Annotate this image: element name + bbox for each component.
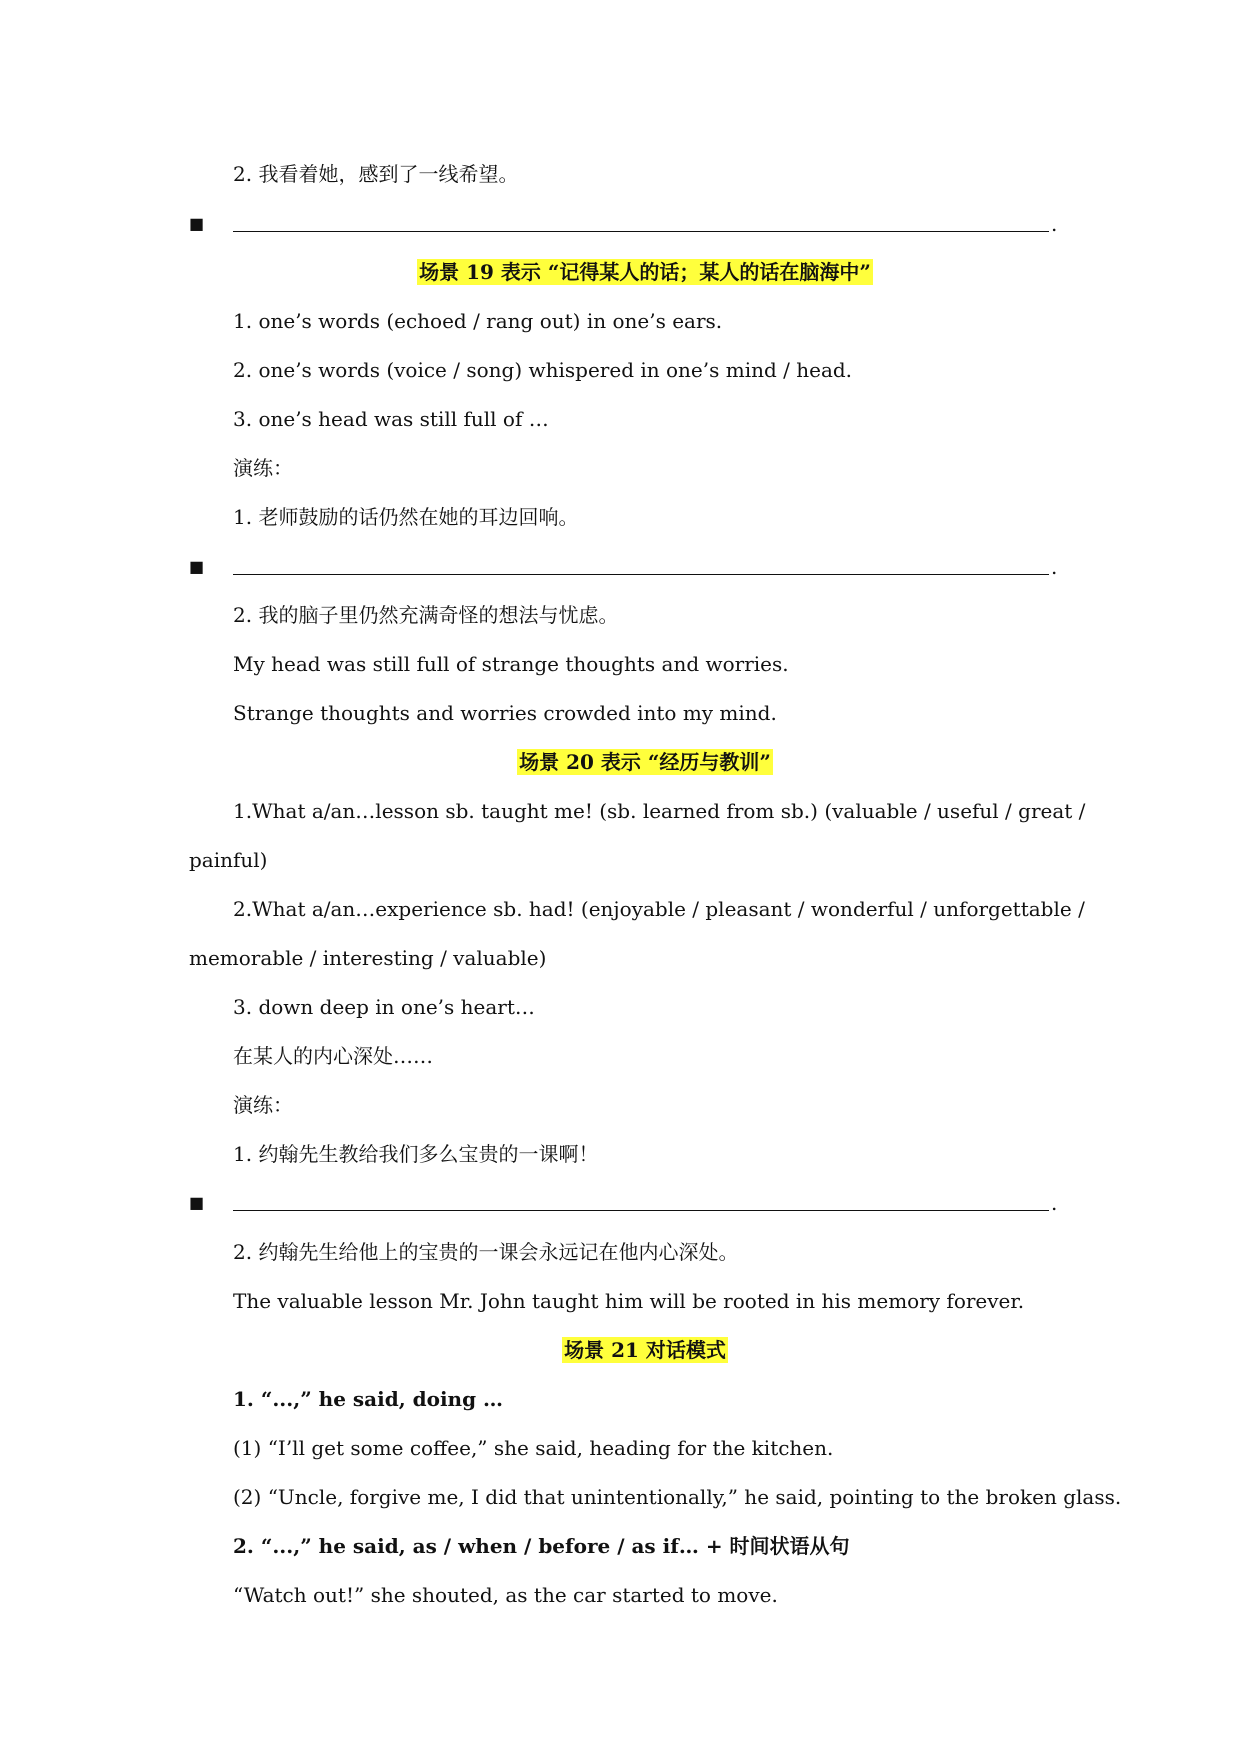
period-mark: . xyxy=(1051,212,1058,236)
period-mark: . xyxy=(1051,555,1058,579)
answer-sentence: My head was still full of strange thoughts and worries. xyxy=(233,652,789,676)
answer-blank-3[interactable] xyxy=(189,1189,1059,1217)
square-bullet-icon: ■ xyxy=(189,557,205,576)
exercise-item-2: 2. 我看着她，感到了一线希望。 xyxy=(233,162,519,186)
scene-21-heading xyxy=(0,1336,1240,1364)
phrase-item: 1.What a/an…lesson sb. taught me! (sb. learned from sb.) (valuable / useful / great / xyxy=(233,799,1086,823)
scene-19-heading-text: 场景 19 表示 “记得某人的话；某人的话在脑海中” xyxy=(419,260,871,284)
answer-line xyxy=(233,231,1049,232)
answer-line xyxy=(233,1210,1049,1211)
dialogue-pattern-1: 1. “...,” he said, doing … xyxy=(233,1387,504,1411)
exercise-item-2: 2. 我的脑子里仍然充满奇怪的想法与忧虑。 xyxy=(233,603,619,627)
exercise-item-1: 1. 老师鼓励的话仍然在她的耳边回响。 xyxy=(233,505,579,529)
phrase-item: 2. one’s words (voice / song) whispered in one’s mind / head. xyxy=(233,358,853,382)
square-bullet-icon: ■ xyxy=(189,214,205,233)
scene-20-heading xyxy=(0,748,1240,776)
phrase-item: 3. down deep in one’s heart… xyxy=(233,995,535,1019)
practice-label: 演练： xyxy=(233,1093,293,1117)
scene-20-heading-text: 场景 20 表示 “经历与教训” xyxy=(519,750,771,774)
example-sentence: (2) “Uncle, forgive me, I did that unintentionally,” he said, pointing to the broken glass. xyxy=(233,1485,1122,1509)
dialogue-pattern-2: 2. “...,” he said, as / when / before / as if… + 时间状语从句 xyxy=(233,1534,850,1558)
answer-blank-2[interactable] xyxy=(189,553,1059,581)
answer-blank-1[interactable] xyxy=(189,210,1059,238)
example-sentence: (1) “I’ll get some coffee,” she said, heading for the kitchen. xyxy=(233,1436,834,1460)
answer-line xyxy=(233,574,1049,575)
answer-sentence: The valuable lesson Mr. John taught him will be rooted in his memory forever. xyxy=(233,1289,1025,1313)
exercise-item-2: 2. 约翰先生给他上的宝贵的一课会永远记在他内心深处。 xyxy=(233,1240,739,1264)
answer-sentence: Strange thoughts and worries crowded into my mind. xyxy=(233,701,777,725)
phrase-item: 3. one’s head was still full of … xyxy=(233,407,549,431)
example-sentence: “Watch out!” she shouted, as the car started to move. xyxy=(233,1583,778,1607)
exercise-item-1: 1. 约翰先生教给我们多么宝贵的一课啊！ xyxy=(233,1142,599,1166)
square-bullet-icon: ■ xyxy=(189,1193,205,1212)
phrase-item: 1. one’s words (echoed / rang out) in one’s ears. xyxy=(233,309,723,333)
scene-19-heading xyxy=(0,258,1240,286)
phrase-translation: 在某人的内心深处…… xyxy=(233,1044,433,1068)
scene-21-heading-text: 场景 21 对话模式 xyxy=(564,1338,726,1362)
practice-label: 演练： xyxy=(233,456,293,480)
period-mark: . xyxy=(1051,1191,1058,1215)
phrase-item-continued: memorable / interesting / valuable) xyxy=(189,946,547,970)
phrase-item: 2.What a/an…experience sb. had! (enjoyable / pleasant / wonderful / unforgettable / xyxy=(233,897,1085,921)
phrase-item-continued: painful) xyxy=(189,848,268,872)
